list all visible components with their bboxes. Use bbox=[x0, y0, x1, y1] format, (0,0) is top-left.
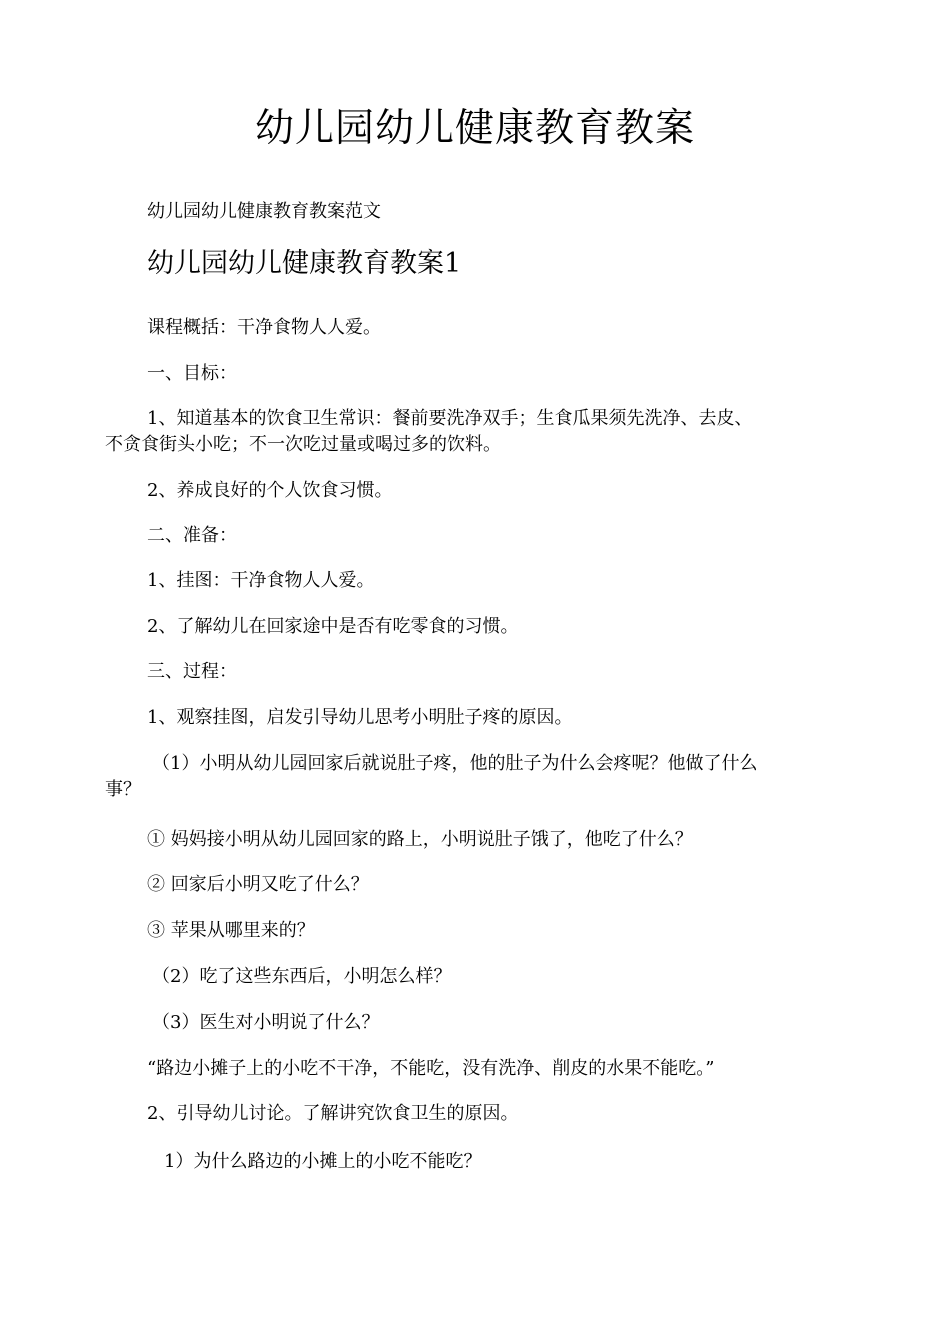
paragraph-line: （2）吃了这些东西后，小明怎么样？ bbox=[152, 966, 452, 987]
paragraph-line: ① 妈妈接小明从幼儿园回家的路上，小明说肚子饿了，他吃了什么？ bbox=[147, 829, 693, 850]
paragraph-subquestion-1 bbox=[105, 827, 830, 853]
paragraph-doctor-quote bbox=[105, 1056, 830, 1082]
paragraph-line: 不贪食街头小吃；不一次吃过量或喝过多的饮料。 bbox=[105, 434, 501, 455]
document-title: 幼儿园幼儿健康教育教案 bbox=[254, 106, 695, 151]
paragraph-line: 课程概括：干净食物人人爱。 bbox=[147, 317, 381, 338]
paragraph-prep-2 bbox=[105, 614, 830, 640]
paragraph-line: 2、养成良好的个人饮食习惯。 bbox=[147, 480, 393, 501]
paragraph-process-heading bbox=[105, 659, 830, 685]
paragraph-prep-heading bbox=[105, 523, 830, 549]
paragraph-prep-1 bbox=[105, 568, 830, 594]
paragraph-line: （1）小明从幼儿园回家后就说肚子疼，他的肚子为什么会疼呢？他做了什么 bbox=[152, 753, 758, 774]
paragraph-line: 1、知道基本的饮食卫生常识：餐前要洗净双手；生食瓜果须先洗净、去皮、 bbox=[147, 408, 753, 429]
paragraph-line: 三、过程： bbox=[147, 661, 237, 682]
paragraph-line: 1、挂图：干净食物人人爱。 bbox=[147, 570, 375, 591]
paragraph-process-2 bbox=[105, 1101, 830, 1127]
paragraph-line: （3）医生对小明说了什么？ bbox=[152, 1012, 380, 1033]
paragraph-line: 二、准备： bbox=[147, 525, 237, 546]
paragraph-goals-heading bbox=[105, 361, 830, 387]
paragraph-line: 1、观察挂图，启发引导幼儿思考小明肚子疼的原因。 bbox=[147, 707, 573, 728]
paragraph-line: “路边小摊子上的小吃不干净，不能吃，没有洗净、削皮的水果不能吃。” bbox=[147, 1058, 715, 1079]
paragraph-subquestion-2 bbox=[105, 872, 830, 898]
paragraph-process-1 bbox=[105, 705, 830, 731]
paragraph-question-2 bbox=[105, 964, 830, 990]
paragraph-discussion-1 bbox=[105, 1149, 830, 1175]
paragraph-line: ② 回家后小明又吃了什么？ bbox=[147, 874, 369, 895]
document-subtitle: 幼儿园幼儿健康教育教案范文 bbox=[147, 201, 381, 222]
paragraph-line: 2、了解幼儿在回家途中是否有吃零食的习惯。 bbox=[147, 616, 519, 637]
section-heading: 幼儿园幼儿健康教育教案1 bbox=[147, 248, 462, 279]
paragraph-goal-1 bbox=[105, 406, 830, 458]
paragraph-line: 1）为什么路边的小摊上的小吃不能吃？ bbox=[164, 1151, 482, 1172]
paragraph-question-3 bbox=[105, 1010, 830, 1036]
paragraph-line: 一、目标： bbox=[147, 363, 237, 384]
paragraph-line: ③ 苹果从哪里来的？ bbox=[147, 920, 315, 941]
paragraph-line: 2、引导幼儿讨论。了解讲究饮食卫生的原因。 bbox=[147, 1103, 519, 1124]
paragraph-goal-2 bbox=[105, 478, 830, 504]
paragraph-course-summary bbox=[105, 315, 830, 341]
paragraph-line: 事？ bbox=[105, 779, 141, 800]
paragraph-subquestion-3 bbox=[105, 918, 830, 944]
paragraph-question-1 bbox=[105, 751, 830, 803]
